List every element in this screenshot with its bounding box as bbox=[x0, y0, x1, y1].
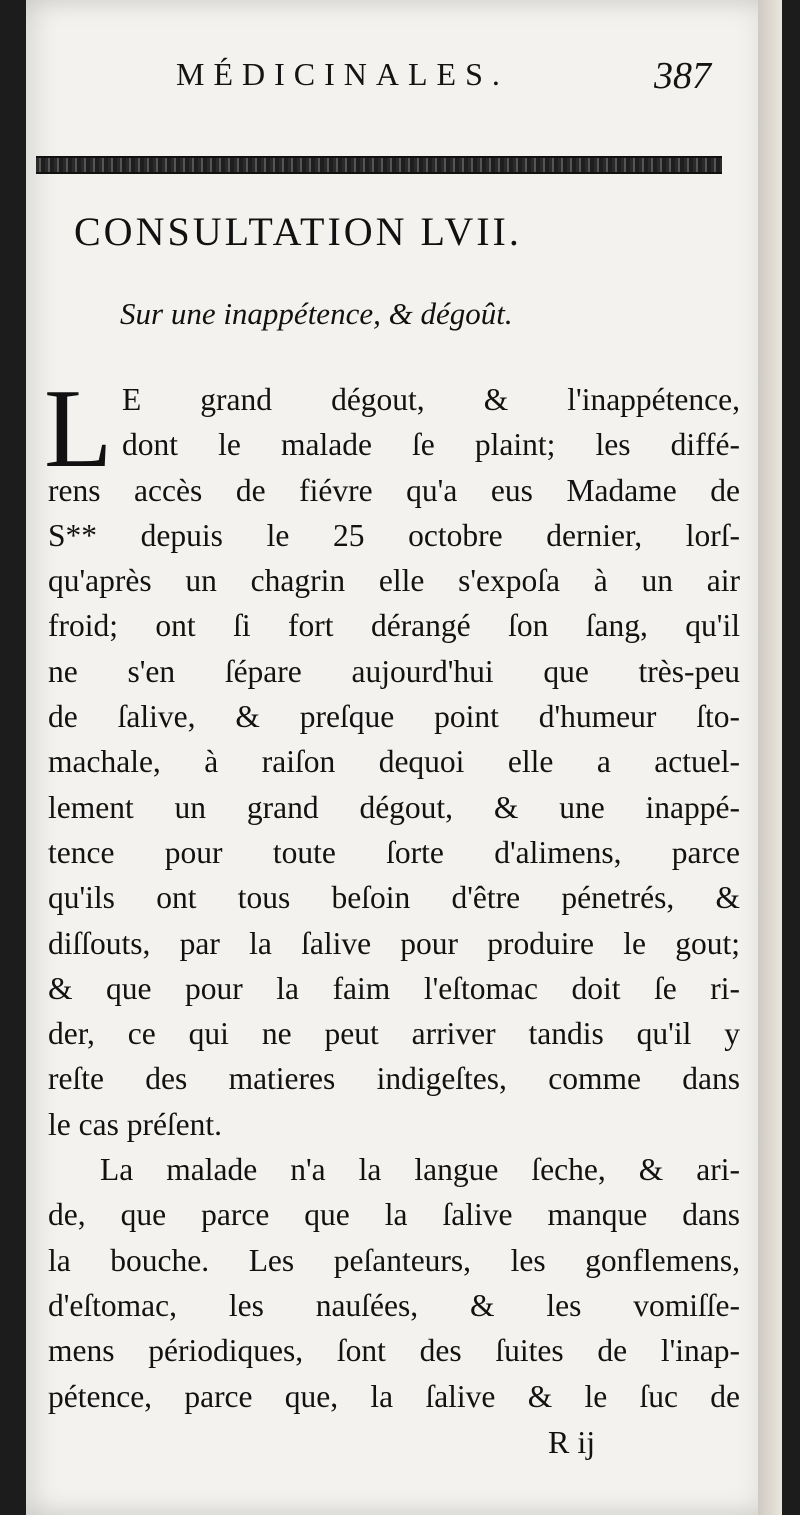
page-number: 387 bbox=[654, 55, 711, 97]
text-line: E grand dégout, & l'inappétence, bbox=[122, 382, 740, 417]
text-line: froid; ont ſi fort dérangé ſon ſang, qu'il bbox=[48, 608, 740, 644]
text-line: qu'après un chagrin elle s'expoſa à un air bbox=[48, 563, 740, 599]
running-title: MÉDICINALES. bbox=[176, 56, 509, 92]
text-line: dont le malade ſe plaint; les diffé- bbox=[122, 427, 740, 463]
text-line: de, que parce que la ſalive manque dans bbox=[48, 1197, 740, 1233]
text-line: le cas préſent. bbox=[48, 1106, 223, 1142]
text-line: tence pour toute ſorte d'alimens, parce bbox=[48, 834, 740, 870]
text-line: ne s'en ſépare aujourd'hui que très-peu bbox=[48, 653, 740, 689]
signature-mark: R ij bbox=[548, 1424, 596, 1460]
text-line: d'eſtomac, les nauſées, & les vomiſſe- bbox=[48, 1287, 740, 1323]
text-line: machale, à raiſon dequoi elle a actuel- bbox=[48, 744, 740, 780]
text-line: S** depuis le 25 octobre dernier, lorſ- bbox=[48, 517, 740, 553]
text-line: lement un grand dégout, & une inappé- bbox=[48, 789, 740, 825]
text-line: mens périodiques, ſont des ſuites de l'inap- bbox=[48, 1333, 740, 1369]
text-line: de ſalive, & preſque point d'humeur ſto- bbox=[48, 699, 740, 735]
text-line: diſſouts, par la ſalive pour produire le gout; bbox=[48, 925, 740, 961]
text-line: reſte des matieres indigeſtes, comme dans bbox=[48, 1061, 740, 1097]
text-line: rens accès de fiévre qu'a eus Madame de bbox=[48, 472, 740, 508]
text-line: & que pour la faim l'eſtomac doit ſe ri- bbox=[48, 970, 740, 1006]
chapter-title: CONSULTATION LVII. bbox=[74, 209, 522, 254]
text-line: der, ce qui ne peut arriver tandis qu'il y bbox=[48, 1016, 740, 1052]
chapter-subtitle: Sur une inappétence, & dégoût. bbox=[120, 296, 513, 331]
text-line: la bouche. Les peſanteurs, les gonflemens, bbox=[48, 1242, 740, 1278]
drop-cap: L bbox=[44, 367, 113, 491]
text-line: pétence, parce que, la ſalive & le ſuc de bbox=[48, 1378, 740, 1414]
body-text bbox=[48, 377, 740, 1419]
text-line: qu'ils ont tous beſoin d'être pénetrés, & bbox=[48, 880, 740, 916]
page-edge bbox=[758, 0, 782, 1515]
ornamental-rule bbox=[36, 156, 722, 174]
book-page bbox=[26, 0, 782, 1515]
text-line: La malade n'a la langue ſeche, & ari- bbox=[100, 1152, 740, 1188]
